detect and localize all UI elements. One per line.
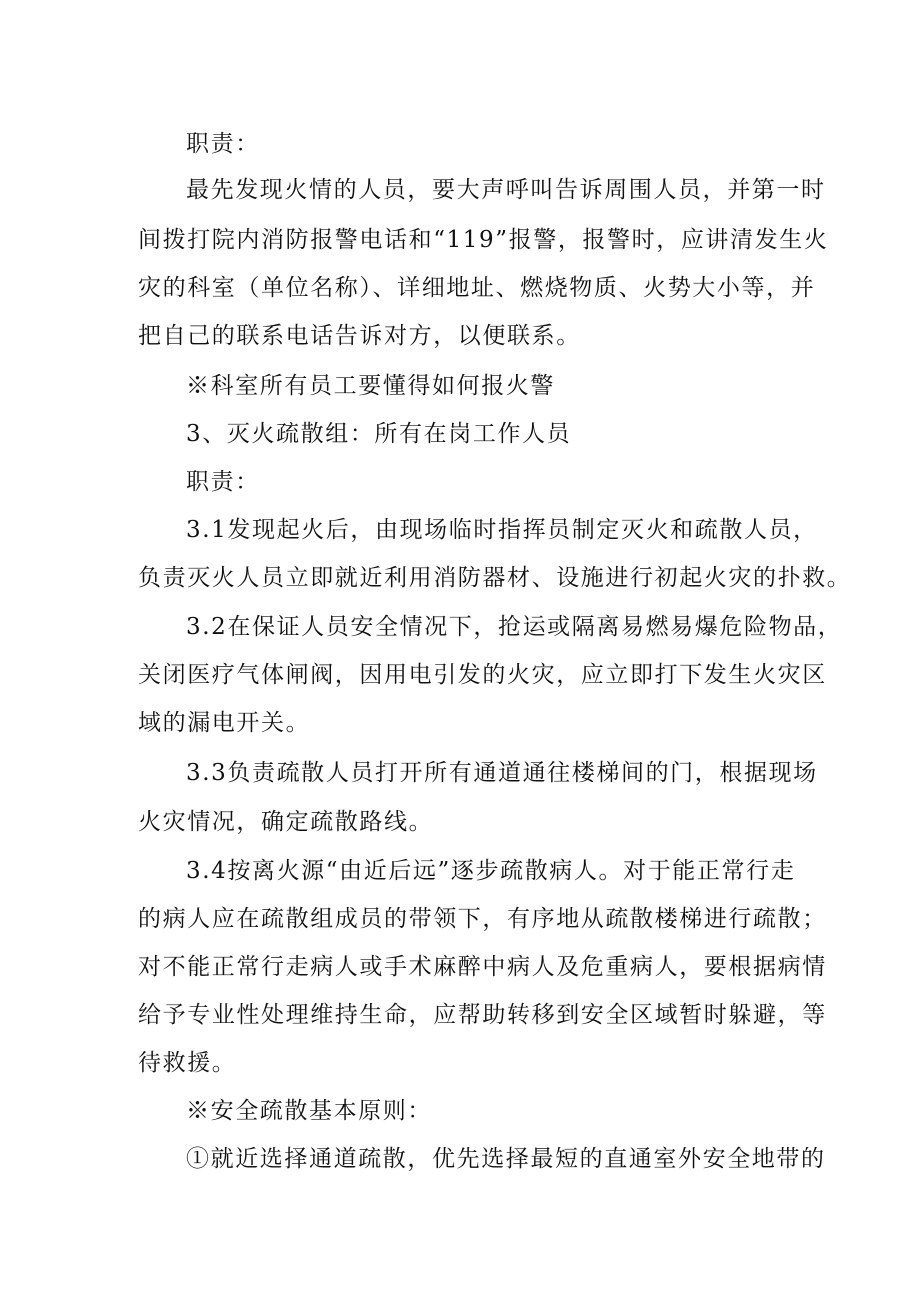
duty-heading-1: 职责： [186,131,260,157]
paragraph-line: 灾的科室（单位名称）、详细地址、燃烧物质、火势大小等，并 [138,275,816,301]
note-line: ※科室所有员工要懂得如何报火警 [186,373,555,399]
paragraph-line: 待救援。 [138,1050,237,1076]
paragraph-line: 关闭医疗气体闸阀，因用电引发的火灾，应立即打下发生火灾区 [138,662,827,688]
paragraph-line: 3.4按离火源“由近后远”逐步疏散病人。对于能正常行走 [186,858,796,884]
paragraph-line: 给予专业性处理维持生命，应帮助转移到安全区域暂时躲避，等 [138,1002,827,1028]
paragraph-line: 最先发现火情的人员，要大声呼叫告诉周围人员，并第一时 [186,177,826,203]
note-line: ※安全疏散基本原则： [186,1098,432,1124]
paragraph-line: 把自己的联系电话告诉对方，以便联系。 [138,323,581,349]
paragraph-line: 负责灭火人员立即就近利用消防器材、设施进行初起火灾的扑救。 [138,565,852,591]
paragraph-line: ①就近选择通道疏散，优先选择最短的直通室外安全地带的 [186,1146,826,1172]
paragraph-line: 3.3负责疏散人员打开所有通道通往楼梯间的门，根据现场 [186,760,818,786]
paragraph-line: 间拨打院内消防报警电话和“119”报警，报警时，应讲清发生火 [138,227,829,253]
paragraph-line: 的病人应在疏散组成员的带领下，有序地从疏散楼梯进行疏散； [138,906,827,932]
paragraph-line: 域的漏电开关。 [138,710,311,736]
paragraph-line: 3.1发现起火后，由现场临时指挥员制定灭火和疏散人员， [186,517,818,543]
paragraph-line: 火灾情况，确定疏散路线。 [138,809,434,835]
duty-heading-2: 职责： [186,469,260,495]
section-heading: 3、灭火疏散组：所有在岗工作人员 [186,421,572,447]
paragraph-line: 3.2在保证人员安全情况下，抢运或隔离易燃易爆危险物品， [186,614,843,640]
paragraph-line: 对不能正常行走病人或手术麻醉中病人及危重病人，要根据病情 [138,954,827,980]
